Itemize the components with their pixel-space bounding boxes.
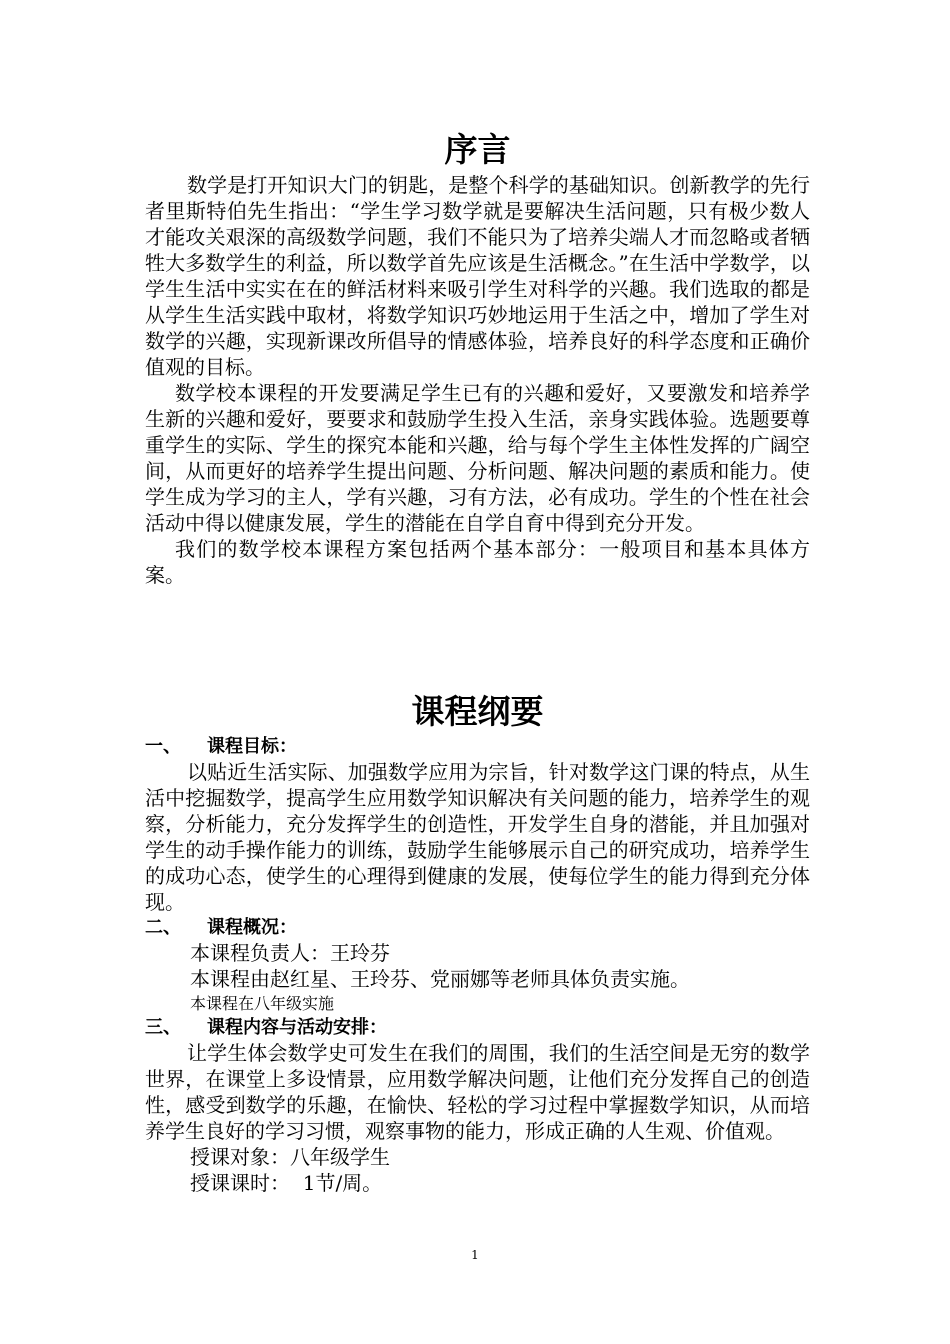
preface-title: 序言: [444, 130, 511, 169]
section-1-text: 以贴近生活实际、加强数学应用为宗旨，针对数学这门课的特点，从生活中挖掘数学，提高学生应用数学知识解决有关问题的能力，培养学生的观察，分析能力，充分发挥学生的创造性，开发学生自身的潜能，并且加强对学生的动手操作能力的训练，鼓励学生能够展示自己的研究成功，培养学生的成功心态，使学生的心理得到健康的发展，使每位学生的能力得到充分体现。: [145, 760, 810, 914]
outline-title: 课程纲要: [411, 692, 544, 731]
preface-paragraph-1: 数学是打开知识大门的钥匙，是整个科学的基础知识。创新教学的先行者里斯特伯先生指出：“学生学习数学就是要解决生活问题，只有极少数人才能攻关艰深的高级数学问题，我们不能只为了培养尖端人才而忽略或者牺牲大多数学生的利益，所以数学首先应该是生活概念。”在生活中学数学，以学生生活中实实在在的鲜活材料来吸引学生对科学的兴趣。我们选取的都是从学生生活实践中取材，将数学知识巧妙地运用于生活之中，增加了学生对数学的兴趣，实现新课改所倡导的情感体验，培养良好的科学态度和正确价值观的目标。: [145, 173, 810, 379]
course-hours: 授课课时： 1节/周。: [190, 1171, 383, 1195]
page-content: [145, 128, 810, 1196]
section-2-title: 课程概况：: [207, 917, 297, 938]
section-3-number: 三、: [145, 1017, 181, 1038]
course-grade: 本课程在八年级实施: [190, 994, 335, 1013]
section-3-heading: [145, 1015, 810, 1040]
section-1-title: 课程目标：: [207, 736, 297, 757]
section-3-title: 课程内容与活动安排：: [207, 1017, 387, 1038]
course-lead: 本课程负责人：王玲芬: [190, 941, 390, 965]
course-audience: 授课对象：八年级学生: [190, 1145, 390, 1169]
course-teachers: 本课程由赵红星、王玲芬、党丽娜等老师具体负责实施。: [190, 967, 690, 991]
section-2-heading: [145, 915, 810, 940]
section-1-number: 一、: [145, 736, 181, 757]
section-1-heading: [145, 734, 810, 759]
preface-paragraph-3: 我们的数学校本课程方案包括两个基本部分：一般项目和基本具体方案。: [145, 537, 810, 587]
section-spacer: [145, 588, 810, 690]
page-number: 1: [471, 1248, 479, 1262]
section-2-number: 二、: [145, 917, 181, 938]
section-3-text: 让学生体会数学史可发生在我们的周围，我们的生活空间是无穷的数学世界，在课堂上多设情景，应用数学解决问题，让他们充分发挥自己的创造性，感受到数学的乐趣，在愉快、轻松的学习过程中掌握数学知识，从而培养学生良好的学习习惯，观察事物的能力，形成正确的人生观、价值观。: [145, 1041, 810, 1143]
preface-paragraph-2: 数学校本课程的开发要满足学生已有的兴趣和爱好，又要激发和培养学生新的兴趣和爱好，要要求和鼓励学生投入生活，亲身实践体验。选题要尊重学生的实际、学生的探究本能和兴趣，给与每个学生主体性发挥的广阔空间，从而更好的培养学生提出问题、分析问题、解决问题的素质和能力。使学生成为学习的主人，学有兴趣，习有方法，必有成功。学生的个性在社会活动中得以健康发展，学生的潜能在自学自育中得到充分开发。: [145, 381, 810, 535]
